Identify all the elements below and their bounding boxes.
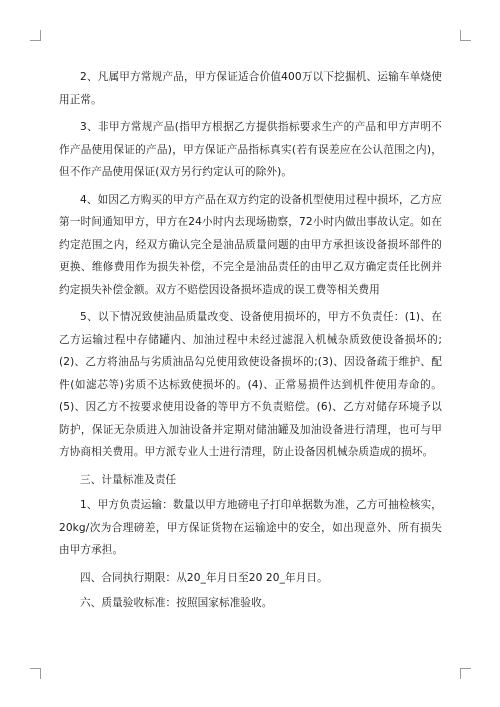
section-4-term-paragraph: 四、合同执行期限：从20_年月日至20 20_年月日。 — [80, 571, 328, 584]
measurement-clause-1-paragraph: 1、甲方负责运输：数量以甲方地磅电子打印单据数为准，乙方可抽检核实，20kg/次为合理磅差，甲方保证货物在运输途中的安全，如出现意外、所有损失由甲方承担。 — [59, 499, 442, 556]
clause-5-paragraph: 5、以下情况致使油品质量改变、设备使用损坏的，甲方不负责任：(1)、在乙方运输过程中存储罐内、加油过程中未经过滤混入机械杂质致使设备损坏的;(2)、乙方将油品与劣质油品勾兑使用致使设备损坏的;(3)、因设备疏于维护、配件(如滤芯等)劣质不达标致使损坏的。(4)、正常易损件达到机件使用寿命的。(5)、因乙方不按要求使用设备的等甲方不负责赔偿。(6)、乙方对储存环境予以防护，保证无杂质进入加油设备并定期对储油罐及加油设备进行清理，也可与甲方协商相关费用。甲方派专业人士进行清理，防止设备因机械杂质造成的损坏。 — [59, 311, 442, 458]
crop-mark-bottom-left — [30, 668, 41, 679]
crop-mark-top-left — [30, 30, 41, 41]
document-body — [59, 66, 442, 618]
crop-mark-bottom-right — [460, 668, 471, 679]
section-3-heading: 三、计量标准及责任 — [80, 473, 177, 486]
clause-2-paragraph: 2、凡属甲方常规产品，甲方保证适合价值400万以下挖掘机、运输车单烧使用正常。 — [59, 71, 442, 106]
clause-4-paragraph: 4、如因乙方购买的甲方产品在双方约定的设备机型使用过程中损坏，乙方应第一时间通知甲方，甲方在24小时内去现场勘察，72小时内做出事故认定。如在约定范围之内，经双方确认完全是油品质量问题的由甲方承担该设备损坏部件的更换、维修费用作为损失补偿，不完全是油品责任的由甲乙双方确定责任比例并约定损失补偿金额。双方不赔偿因设备损坏造成的误工费等相关费用 — [59, 193, 442, 296]
clause-3-paragraph: 3、非甲方常规产品(指甲方根据乙方提供指标要求生产的产品和甲方声明不作产品使用保证的产品)，甲方保证产品指标真实(若有误差应在公认范围之内)，但不作产品使用保证(双方另行约定认可的除外)。 — [59, 121, 442, 178]
crop-mark-top-right — [460, 30, 471, 41]
section-6-quality-paragraph: 六、质量验收标准：按照国家标准验收。 — [80, 597, 273, 609]
